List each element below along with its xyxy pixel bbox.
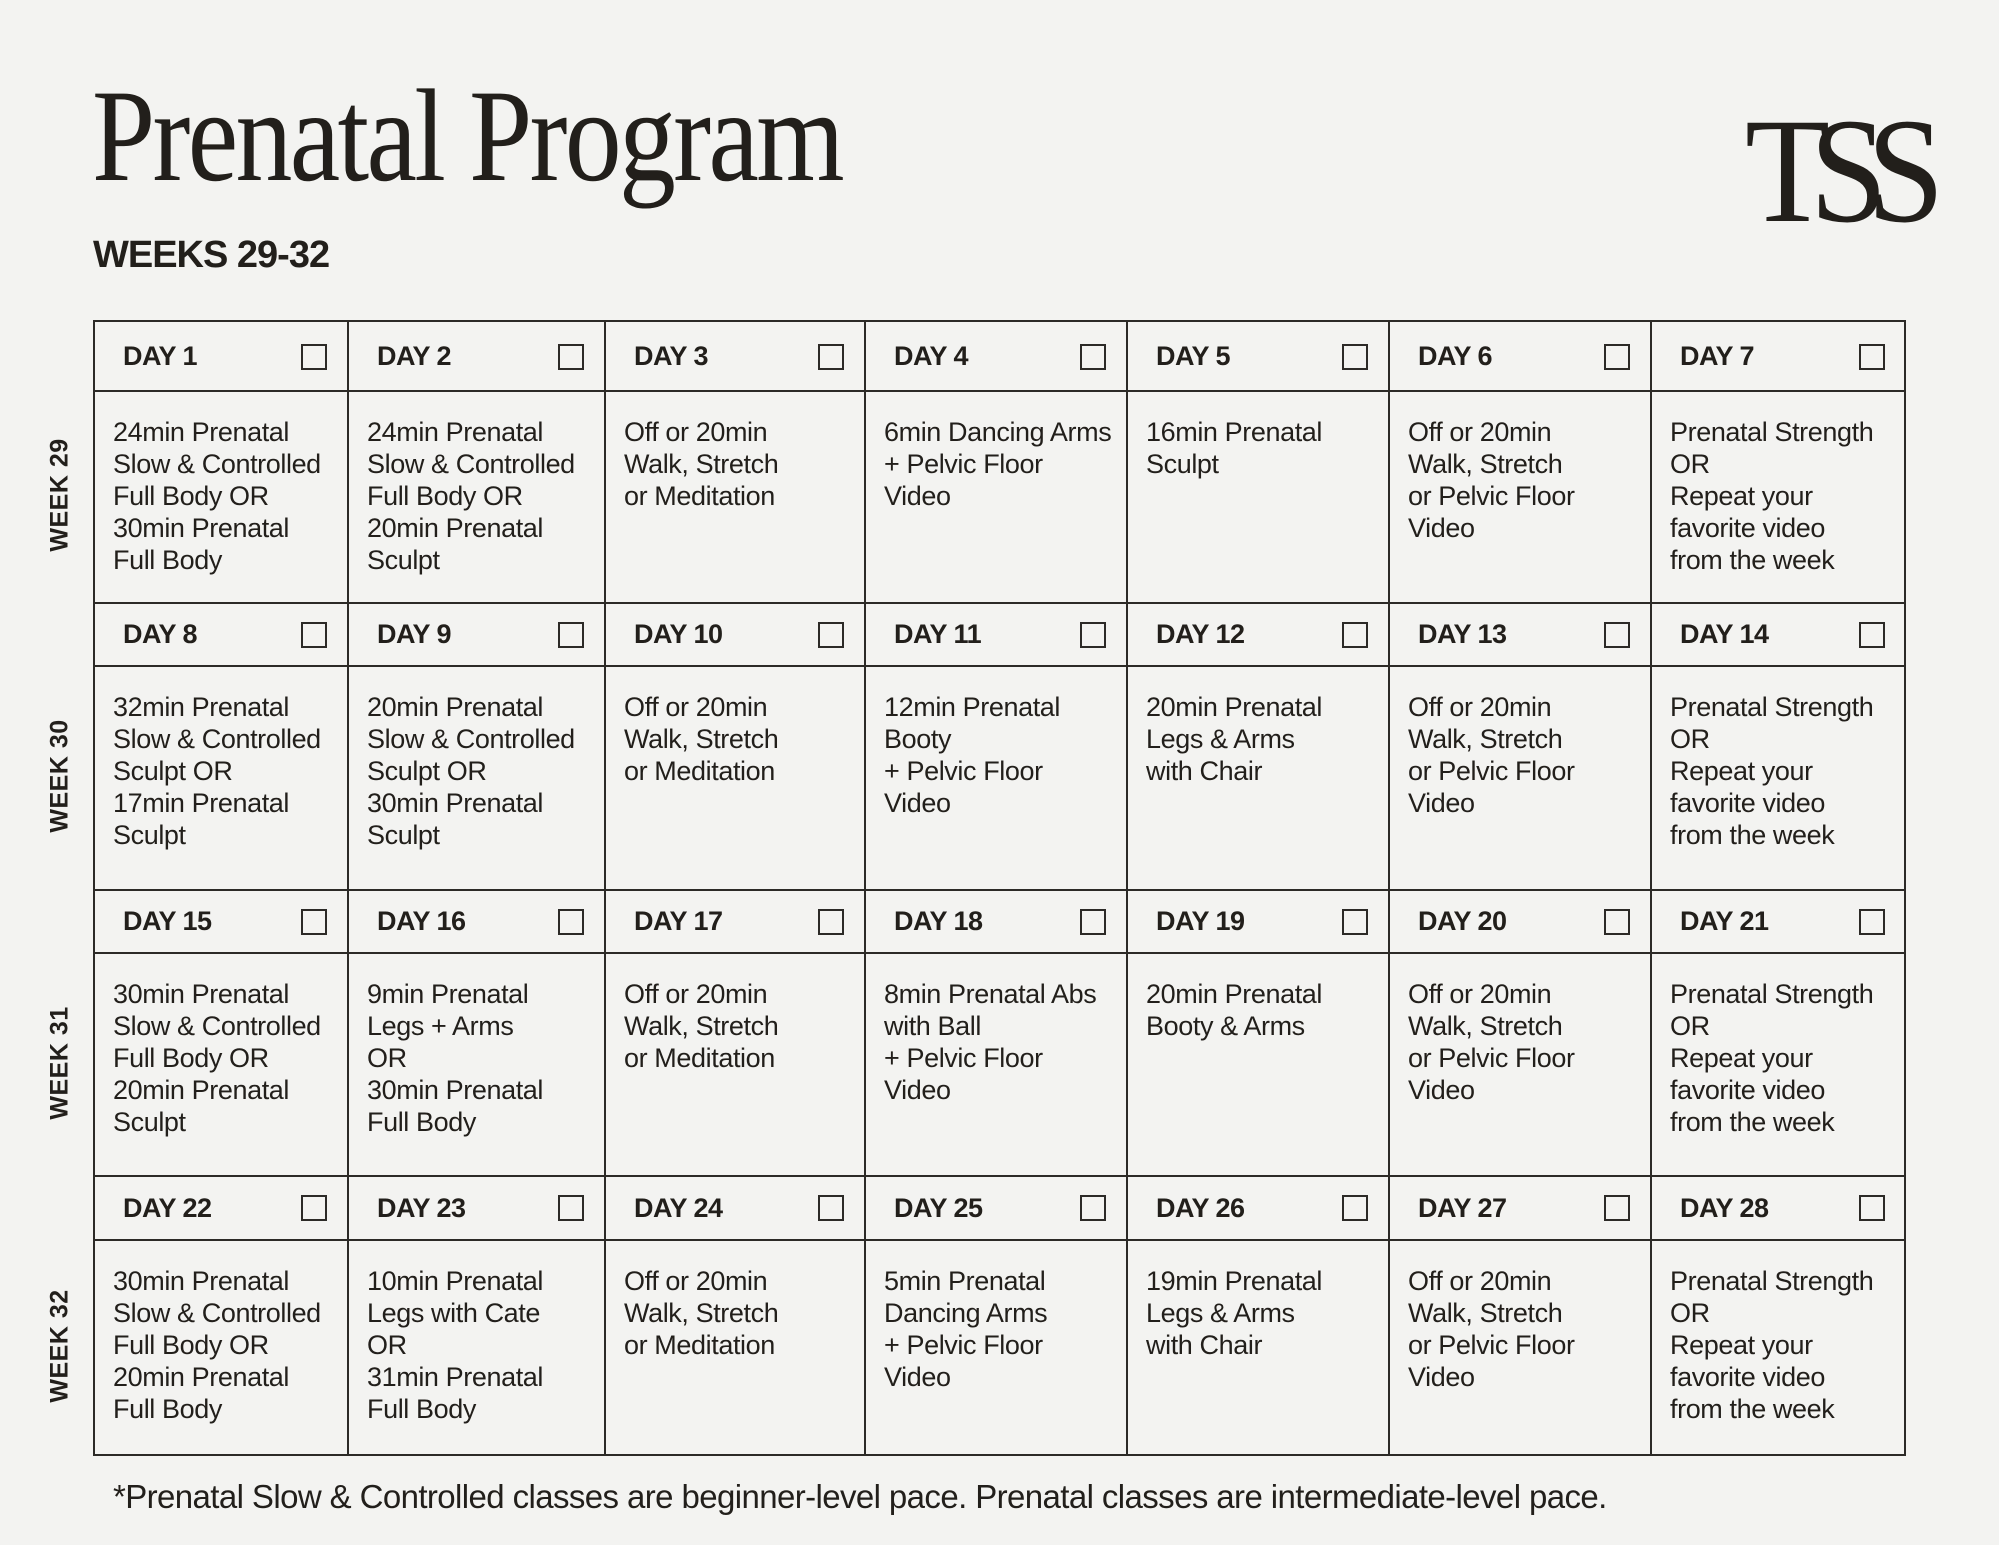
- week-label-text: WEEK 30: [45, 719, 74, 833]
- workout-description: Prenatal Strength OR Repeat your favorite video from the week: [1670, 417, 1874, 575]
- day-checkbox[interactable]: [1859, 909, 1885, 935]
- workout-description: Off or 20min Walk, Stretch or Pelvic Floor Video: [1408, 417, 1575, 543]
- workout-description: 30min Prenatal Slow & Controlled Full Body OR 20min Prenatal Sculpt: [113, 979, 321, 1137]
- day-header: [606, 1176, 864, 1240]
- day-label: DAY 16: [377, 906, 466, 936]
- day-label: DAY 14: [1680, 619, 1769, 649]
- day-header: [1390, 1176, 1650, 1240]
- day-label: DAY 10: [634, 619, 723, 649]
- day-label: DAY 8: [123, 619, 198, 649]
- day-header: [1128, 603, 1388, 666]
- workout-description: 8min Prenatal Abs with Ball + Pelvic Floor Video: [884, 979, 1097, 1105]
- day-checkbox[interactable]: [818, 1195, 844, 1221]
- day-label: DAY 19: [1156, 906, 1245, 936]
- day-header: [1128, 322, 1388, 391]
- day-label: DAY 12: [1156, 619, 1245, 649]
- day-checkbox[interactable]: [1080, 1195, 1106, 1221]
- day-checkbox[interactable]: [818, 344, 844, 370]
- day-checkbox[interactable]: [1859, 344, 1885, 370]
- workout-description: Prenatal Strength OR Repeat your favorite video from the week: [1670, 692, 1874, 850]
- day-checkbox[interactable]: [818, 909, 844, 935]
- day-header: [349, 1176, 604, 1240]
- workout-description: 16min Prenatal Sculpt: [1146, 417, 1323, 479]
- day-label: DAY 5: [1156, 341, 1231, 371]
- workout-description: 32min Prenatal Slow & Controlled Sculpt OR 17min Prenatal Sculpt: [113, 692, 321, 850]
- workout-description: 20min Prenatal Booty & Arms: [1146, 979, 1323, 1041]
- day-checkbox[interactable]: [1342, 344, 1368, 370]
- day-label: DAY 1: [123, 341, 198, 371]
- day-label: DAY 13: [1418, 619, 1507, 649]
- day-checkbox[interactable]: [301, 909, 327, 935]
- workout-description: 12min Prenatal Booty + Pelvic Floor Video: [884, 692, 1061, 818]
- footnote: *Prenatal Slow & Controlled classes are beginner-level pace. Prenatal classes are intermediate-level pace.: [113, 1478, 1607, 1515]
- day-header: [95, 1176, 347, 1240]
- day-checkbox[interactable]: [1859, 622, 1885, 648]
- day-checkbox[interactable]: [558, 344, 584, 370]
- workout-description: 20min Prenatal Slow & Controlled Sculpt OR 30min Prenatal Sculpt: [367, 692, 575, 850]
- day-label: DAY 11: [894, 619, 982, 649]
- day-label: DAY 22: [123, 1192, 212, 1223]
- workout-description: 24min Prenatal Slow & Controlled Full Body OR 20min Prenatal Sculpt: [367, 417, 575, 575]
- day-checkbox[interactable]: [818, 622, 844, 648]
- day-label: DAY 15: [123, 906, 212, 936]
- day-header: [866, 322, 1126, 391]
- day-header: [349, 890, 604, 953]
- day-checkbox[interactable]: [1604, 344, 1630, 370]
- day-label: DAY 3: [634, 341, 709, 371]
- day-checkbox[interactable]: [1080, 344, 1106, 370]
- day-label: DAY 4: [894, 341, 969, 371]
- day-checkbox[interactable]: [1080, 909, 1106, 935]
- brand-logo: TSS: [1745, 88, 1925, 254]
- day-checkbox[interactable]: [1342, 909, 1368, 935]
- day-checkbox[interactable]: [1604, 1195, 1630, 1221]
- day-label: DAY 23: [377, 1192, 466, 1223]
- day-label: DAY 26: [1156, 1192, 1245, 1223]
- workout-description: Off or 20min Walk, Stretch or Pelvic Floor Video: [1408, 692, 1575, 818]
- week-label-text: WEEK 29: [45, 438, 74, 552]
- workout-description: Off or 20min Walk, Stretch or Meditation: [624, 692, 779, 786]
- day-label: DAY 6: [1418, 341, 1493, 371]
- day-header: [1390, 890, 1650, 953]
- week-label-text: WEEK 31: [45, 1005, 74, 1120]
- day-checkbox[interactable]: [1859, 1195, 1885, 1221]
- workout-description: 10min Prenatal Legs with Cate OR 31min Prenatal Full Body: [367, 1266, 544, 1424]
- day-checkbox[interactable]: [301, 622, 327, 648]
- day-header: [866, 890, 1126, 953]
- day-header: [606, 322, 864, 391]
- day-label: DAY 27: [1418, 1192, 1507, 1223]
- workout-description: 5min Prenatal Dancing Arms + Pelvic Floor Video: [884, 1266, 1048, 1392]
- day-label: DAY 9: [377, 619, 452, 649]
- workout-description: Prenatal Strength OR Repeat your favorite video from the week: [1670, 979, 1874, 1137]
- workout-description: 9min Prenatal Legs + Arms OR 30min Prenatal Full Body: [367, 979, 544, 1137]
- day-checkbox[interactable]: [558, 622, 584, 648]
- day-label: DAY 24: [634, 1192, 723, 1223]
- workout-description: Off or 20min Walk, Stretch or Meditation: [624, 979, 779, 1073]
- workout-description: 30min Prenatal Slow & Controlled Full Body OR 20min Prenatal Full Body: [113, 1266, 321, 1424]
- day-label: DAY 18: [894, 906, 983, 936]
- workout-description: Off or 20min Walk, Stretch or Pelvic Floor Video: [1408, 1266, 1575, 1392]
- workout-description: 24min Prenatal Slow & Controlled Full Body OR 30min Prenatal Full Body: [113, 417, 321, 575]
- page-subtitle: WEEKS 29-32: [93, 234, 330, 276]
- day-header: [1390, 603, 1650, 666]
- day-header: [95, 890, 347, 953]
- day-label: DAY 21: [1680, 906, 1769, 936]
- day-checkbox[interactable]: [558, 1195, 584, 1221]
- day-header: [1652, 890, 1905, 953]
- day-header: [1128, 890, 1388, 953]
- workout-description: Prenatal Strength OR Repeat your favorite video from the week: [1670, 1266, 1874, 1424]
- workout-description: 20min Prenatal Legs & Arms with Chair: [1146, 692, 1323, 786]
- workout-description: Off or 20min Walk, Stretch or Meditation: [624, 417, 779, 511]
- day-checkbox[interactable]: [558, 909, 584, 935]
- day-header: [1652, 603, 1905, 666]
- day-header: [606, 890, 864, 953]
- workout-description: 6min Dancing Arms + Pelvic Floor Video: [884, 417, 1112, 511]
- day-checkbox[interactable]: [1604, 909, 1630, 935]
- day-header: [606, 603, 864, 666]
- day-checkbox[interactable]: [1604, 622, 1630, 648]
- day-checkbox[interactable]: [301, 1195, 327, 1221]
- day-label: DAY 25: [894, 1192, 983, 1223]
- day-header: [349, 322, 604, 391]
- day-checkbox[interactable]: [1342, 622, 1368, 648]
- week-label-text: WEEK 32: [45, 1289, 74, 1403]
- day-checkbox[interactable]: [1080, 622, 1106, 648]
- day-header: [1652, 322, 1905, 391]
- day-header: [95, 322, 347, 391]
- day-label: DAY 28: [1680, 1192, 1769, 1223]
- day-header: [866, 1176, 1126, 1240]
- day-label: DAY 2: [377, 341, 452, 371]
- day-header: [1128, 1176, 1388, 1240]
- day-header: [1652, 1176, 1905, 1240]
- day-checkbox[interactable]: [301, 344, 327, 370]
- day-label: DAY 20: [1418, 906, 1507, 936]
- workout-description: Off or 20min Walk, Stretch or Meditation: [624, 1266, 779, 1360]
- workout-description: 19min Prenatal Legs & Arms with Chair: [1146, 1266, 1323, 1360]
- workout-description: Off or 20min Walk, Stretch or Pelvic Floor Video: [1408, 979, 1575, 1105]
- day-header: [349, 603, 604, 666]
- day-label: DAY 17: [634, 906, 723, 936]
- schedule-grid: [93, 320, 1906, 1456]
- day-header: [866, 603, 1126, 666]
- day-header: [1390, 322, 1650, 391]
- day-label: DAY 7: [1680, 341, 1755, 371]
- day-header: [95, 603, 347, 666]
- page-title: Prenatal Program: [92, 62, 842, 209]
- day-checkbox[interactable]: [1342, 1195, 1368, 1221]
